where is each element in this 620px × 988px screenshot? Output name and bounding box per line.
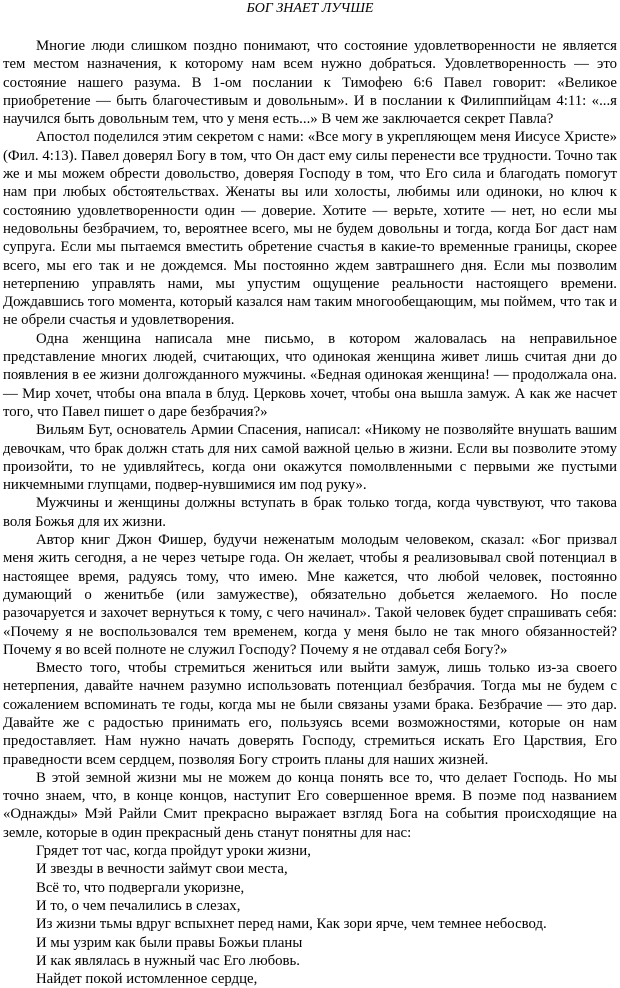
- poem-line: Грядет тот час, когда пройдут уроки жизни,: [36, 843, 311, 860]
- paragraph: Одна женщина написала мне письмо, в котором жаловалась на неправильное представление многих людей, считающих, что одинокая женщина живет лишь считая дни до появления в ее жизни долгожданного мужчины. «Бедная одинокая женщина! — продолжала она.— Мир хочет, чтобы она впала в блуд. Церковь хочет, чтобы она вышла замуж. А как же насчет того, что Павел пишет о даре безбрачия?»: [3, 330, 617, 420]
- poem: [3, 842, 617, 988]
- paragraph: В этой земной жизни мы не можем до конца понять все то, что делает Господь. Но мы точно знаем, что, в конце концов, наступит Его совершенное время. В поэме под названием «Однажды» Мэй Райли Смит прекрасно выражает взгляд Бога на события происходящие на земле, которые в один прекрасный день станут понятны для нас:: [3, 769, 617, 841]
- poem-line: Всё то, что подвергали укоризне,: [36, 879, 245, 896]
- paragraph: Вместо того, чтобы стремиться жениться или выйти замуж, лишь только из-за своего нетерпения, давайте начнем разумно использовать потенциал безбрачия. Тогда мы не будем с сожалением вспоминать те годы, когда мы не были связаны узами брака. Безбрачие — это дар. Давайте же с радостью принимать его, пользуясь всеми возможностями, которые он нам предоставляет. Нам нужно начать доверять Господу, стремиться искать Его Царствия, Его праведности всем сердцем, позволяя Богу строить планы для наших жизней.: [3, 660, 617, 768]
- paragraph: Автор книг Джон Фишер, будучи неженатым молодым человеком, сказал: «Бог призвал меня жить сегодня, а не через четыре года. Он желает, чтобы я реализовывал свой потенциал в настоящее время, радуясь тому, что имею. Мне кажется, что любой человек, постоянно думающий о женитьбе (или замужестве), обязательно добьется желаемого. Но после разочаруется и захочет вернуться к тому, с чего начинал». Такой человек будет спрашивать себя: «Почему я не воспользовался тем временем, когда у меня было не так много обязанностей? Почему я во всей полноте не служил Господу? Почему я не отдавал себя Богу?»: [3, 532, 617, 658]
- document-page: [3, 0, 617, 988]
- paragraph: Многие люди слишком поздно понимают, что состояние удовлетворенности не является тем местом назначения, к которому нам всем нужно добраться. Удовлетворенность — это состояние нашего разума. В 1-ом послании к Тимофею 6:6 Павел говорит: «Великое приобретение — быть благочестивым и довольным». И в послании к Филиппийцам 4:11: «...я научился быть довольным тем, что у меня есть...» В чем же заключается секрет Павла?: [3, 38, 617, 128]
- page-title: БОГ ЗНАЕТ ЛУЧШЕ: [246, 1, 374, 16]
- poem-line: Найдет покой истомленное сердце,: [36, 971, 258, 988]
- poem-line: И звезды в вечности займут свои места,: [36, 861, 288, 878]
- poem-line: И то, о чем печалились в слезах,: [36, 897, 241, 914]
- paragraph: Вильям Бут, основатель Армии Спасения, написал: «Никому не позволяйте внушать вашим девочкам, что брак должн стать для них самой важной целью в жизни. Если вы позволите этому произойти, то не удивляйтесь, когда они окажутся помолвленными с первыми же пустыми никчемными глупцами, подвер-нувшимися им под руку».: [3, 422, 617, 494]
- paragraph: Мужчины и женщины должны вступать в брак только тогда, когда чувствуют, что такова воля Божья для их жизни.: [3, 495, 617, 530]
- poem-line: Из жизни тьмы вдруг вспыхнет перед нами, Как зори ярче, чем темнее небосвод.: [36, 916, 547, 933]
- poem-line: И как являлась в нужный час Его любовь.: [36, 952, 300, 969]
- poem-line: И мы узрим как были правы Божьи планы: [36, 934, 303, 951]
- paragraph: Апостол поделился этим секретом с нами: «Все могу в укрепляющем меня Иисусе Христе» (Фил. 4:13). Павел доверял Богу в том, что Он даст ему силы перенести все трудности. Точно так же и мы можем обрести довольство, доверяя Господу в том, что Его сила и благодать помогут нам при любых обстоятельствах. Женаты вы или холосты, любимы или одиноки, но ключ к состоянию удовлетворенности один — доверие. Хотите — верьте, хотите — нет, но если мы недовольны безбрачием, то, вероятнее всего, мы не будем довольны и тогда, когда Бог даст нам супруга. Если мы пытаемся вместить обретение счастья в какие-то временные границы, скорее всего, мы его так и не дождемся. Мы постоянно ждем завтрашнего дня. Если мы позволим нетерпению управлять нами, мы упустим ощущение реальности настоящего времени. Дождавшись того момента, который казался нам таким многообещающим, мы поймем, что так и не обрели счастья и удовлетворения.: [3, 129, 617, 329]
- article-body: [3, 37, 617, 988]
